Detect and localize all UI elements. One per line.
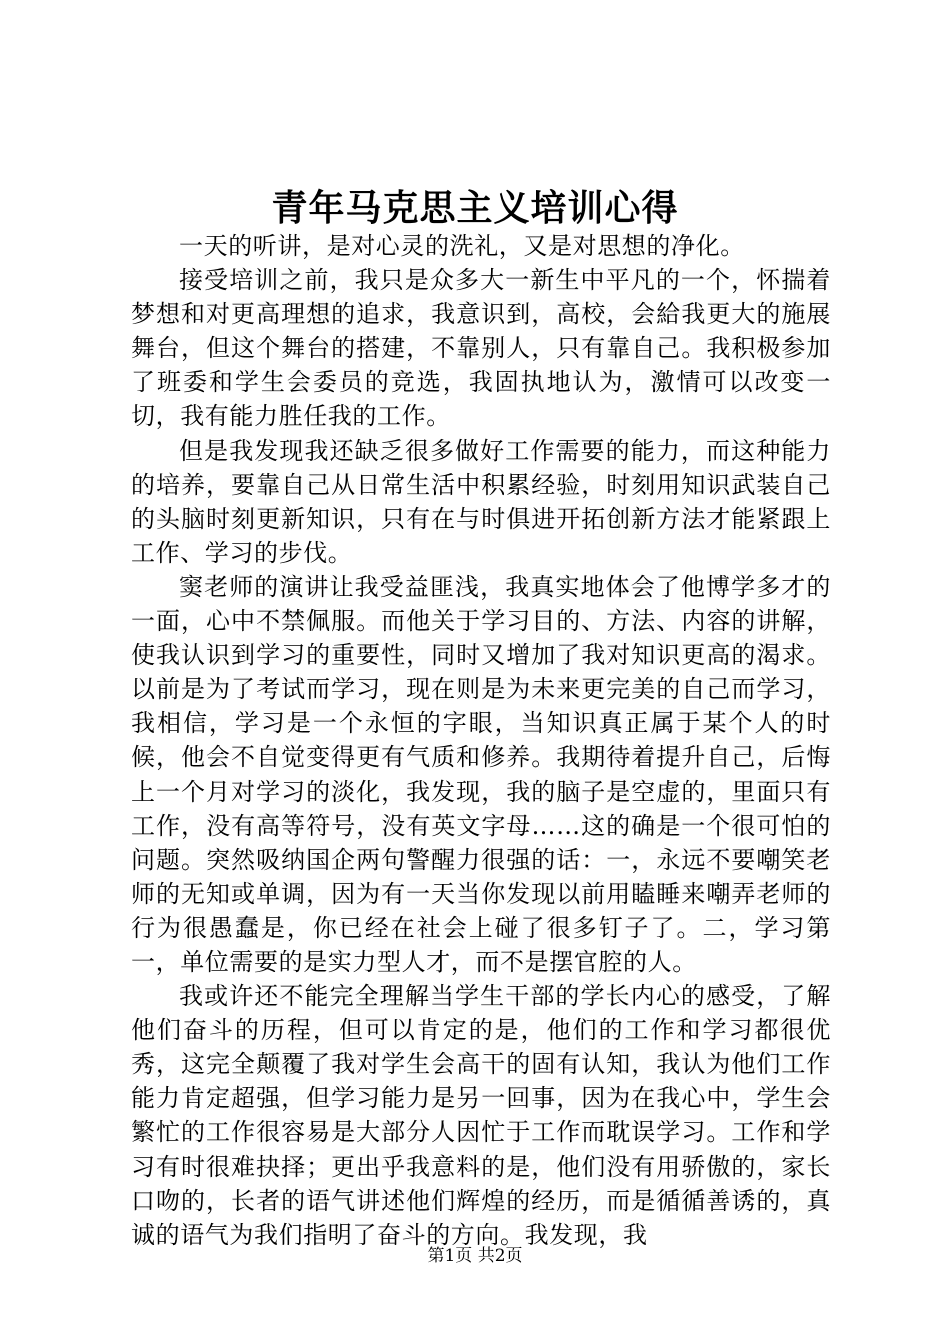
paragraph-2: 接受培训之前，我只是众多大一新生中平凡的一个，怀揣着梦想和对更高理想的追求，我意识到，高校，会給我更大的施展舞台，但这个舞台的搭建，不靠别人，只有靠自己。我积极参加了班委和学生会委员的竞选，我固执地认为，激情可以改变一切，我有能力胜任我的工作。 xyxy=(131,266,831,431)
document-body xyxy=(131,229,831,1252)
paragraph-1: 一天的听讲，是对心灵的洗礼，又是对思想的净化。 xyxy=(179,232,745,260)
paragraph-4: 窦老师的演讲让我受益匪浅，我真实地体会了他博学多才的一面，心中不禁佩服。而他关于学习目的、方法、内容的讲解，使我认识到学习的重要性，同时又增加了我对知识更高的渴求。以前是为了考试而学习，现在则是为未来更完美的自己而学习，我相信，学习是一个永恒的字眼，当知识真正属于某个人的时候，他会不自觉变得更有气质和修养。我期待着提升自己，后悔上一个月对学习的淡化，我发现，我的脑子是空虚的，里面只有工作，没有高等符号，没有英文字母……这的确是一个很可怕的问题。突然吸纳国企两句警醒力很强的话：一，永远不要嘲笑老师的无知或单调，因为有一天当你发现以前用瞌睡来嘲弄老师的行为很愚蠢是，你已经在社会上碰了很多钉子了。二，学习第一，单位需要的是实力型人才，而不是摆官腔的人。 xyxy=(131,572,831,976)
document-title: 青年马克思主义培训心得 xyxy=(271,187,679,229)
paragraph-3: 但是我发现我还缺乏很多做好工作需要的能力，而这种能力的培养，要靠自己从日常生活中积累经验，时刻用知识武装自己的头脑时刻更新知识，只有在与时俱进开拓创新方法才能紧跟上工作、学习的步伐。 xyxy=(131,436,831,567)
page-number-footer: 第1页 共2页 xyxy=(427,1246,523,1266)
paragraph-5: 我或许还不能完全理解当学生干部的学长内心的感受，了解他们奋斗的历程，但可以肯定的是，他们的工作和学习都很优秀，这完全颠覆了我对学生会高干的固有认知，我认为他们工作能力肯定超强，但学习能力是另一回事，因为在我心中，学生会繁忙的工作很容易是大部分人因忙于工作而耽误学习。工作和学习有时很难抉择；更出乎我意料的是，他们没有用骄傲的，家长口吻的，长者的语气讲述他们辉煌的经历，而是循循善诱的，真诚的语气为我们指明了奋斗的方向。我发现，我 xyxy=(131,982,831,1249)
